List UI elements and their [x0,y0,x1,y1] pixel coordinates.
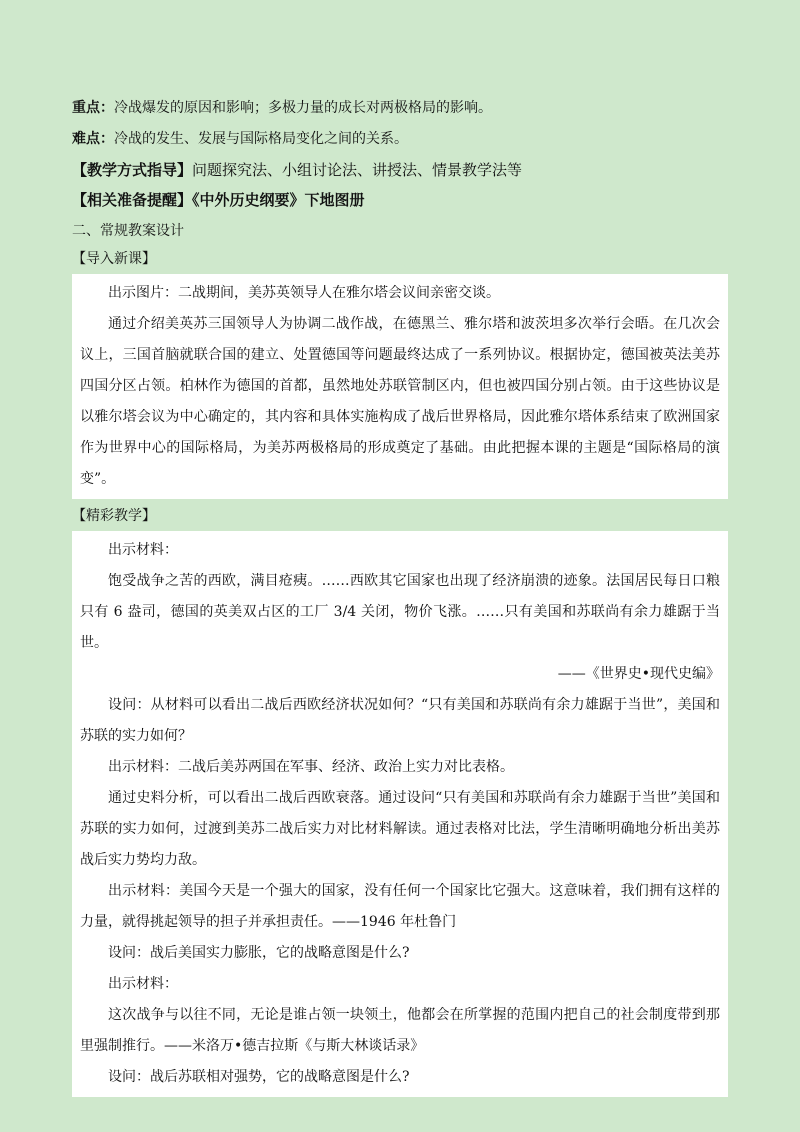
difficulty-line [72,127,728,151]
intro-paragraph-2: 通过介绍美英苏三国领导人为协调二战作战，在德黑兰、雅尔塔和波茨坦多次举行会晤。在几次会议上，三国首脑就联合国的建立、处置德国等问题最终达成了一系列协议。根据协定，德国被英法美苏四国分区占领。柏林作为德国的首都，虽然地处苏联管制区内，但也被四国分别占领。由于这些协议是以雅尔塔会议为中心确定的，其内容和具体实施构成了战后世界格局，因此雅尔塔体系结束了欧洲国家作为世界中心的国际格局，为美苏两极格局的形成奠定了基础。由此把握本课的主题是“国际格局的演变”。 [80,316,720,487]
intro-box [72,274,728,499]
material-label-2: 出示材料：二战后美苏两国在军事、经济、政治上实力对比表格。 [108,759,514,775]
material-quote-1: 饱受战争之苦的西欧，满目疮痍。……西欧其它国家也出现了经济崩溃的迹象。法国居民每日口粮只有 6 盎司，德国的英美双占区的工厂 3/4 关闭，物价飞涨。……只有美国和苏联尚有余力雄踞于当世。 [80,573,720,651]
material-label-3: 出示材料： [108,976,178,992]
teaching-heading: 【精彩教学】 [72,508,156,524]
section-two-heading: 二、常规教案设计 [72,223,184,239]
preparation-line: 【相关准备提醒】《中外历史纲要》下地图册 [72,191,365,209]
focus-text: 冷战爆发的原因和影响；多极力量的成长对两极格局的影响。 [114,100,492,116]
teaching-method-line [72,158,728,182]
document-page [72,96,728,1101]
analysis-paragraph: 通过史料分析，可以看出二战后西欧衰落。通过设问“只有美国和苏联尚有余力雄踞于当世”美国和苏联的实力如何，过渡到美苏二战后实力对比材料解读。通过表格对比法，学生清晰明确地分析出美苏战后实力势均力敌。 [80,790,720,868]
focus-line [72,96,728,120]
question-1: 设问：从材料可以看出二战后西欧经济状况如何？“只有美国和苏联尚有余力雄踞于当世”，美国和苏联的实力如何？ [80,697,720,744]
material-quote-3: 这次战争与以往不同，无论是谁占领一块领土，他都会在所掌握的范围内把自己的社会制度带到那里强制推行。——米洛万•德吉拉斯《与斯大林谈话录》 [80,1007,720,1054]
material-quote-2: 出示材料：美国今天是一个强大的国家，没有任何一个国家比它强大。这意味着，我们拥有这样的力量，就得挑起领导的担子并承担责任。——1946 年杜鲁门 [80,883,720,930]
intro-paragraph-1: 出示图片：二战期间，美苏英领导人在雅尔塔会议间亲密交谈。 [108,285,500,301]
teaching-method-label: 【教学方式指导】 [72,161,193,179]
material-source-1: ——《世界史•现代史编》 [557,666,720,682]
focus-label: 重点： [72,100,114,116]
difficulty-text: 冷战的发生、发展与国际格局变化之间的关系。 [114,131,408,147]
material-label-1: 出示材料： [108,542,178,558]
teaching-box [72,531,728,1097]
teaching-method-text: 问题探究法、小组讨论法、讲授法、情景教学法等 [192,161,523,179]
question-3: 设问：战后苏联相对强势，它的战略意图是什么? [108,1069,410,1085]
difficulty-label: 难点： [72,131,114,147]
intro-heading: 【导入新课】 [72,251,156,267]
question-2: 设问：战后美国实力膨胀，它的战略意图是什么? [108,945,410,961]
